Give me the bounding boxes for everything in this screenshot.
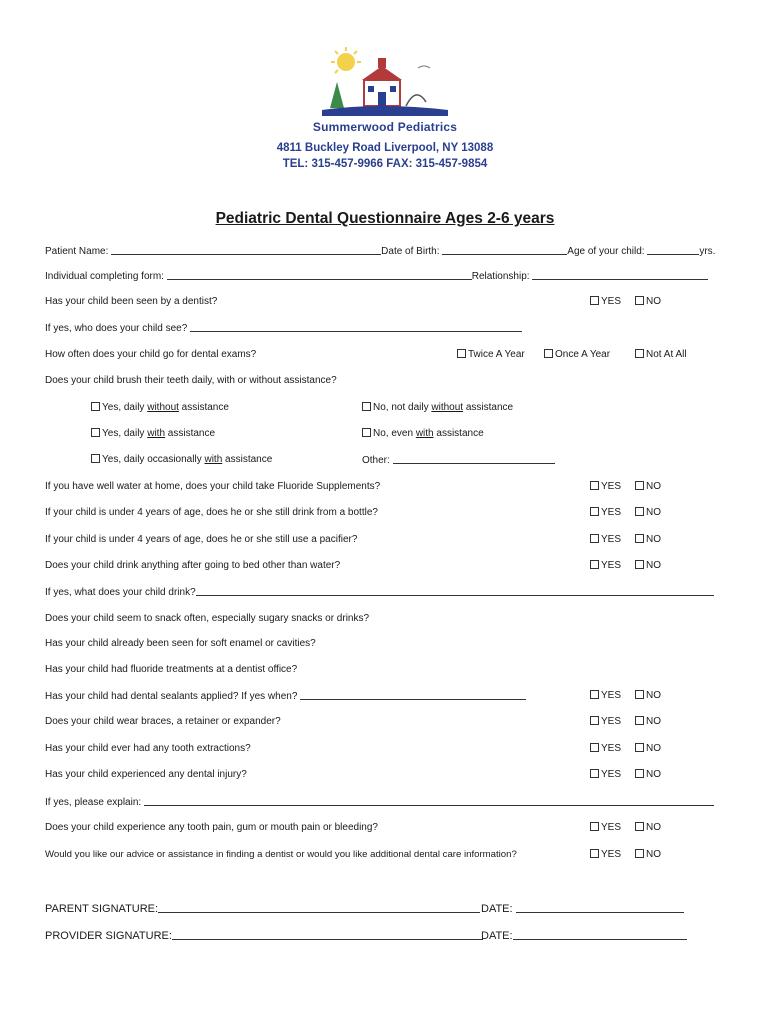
no-label: NO [646,690,661,701]
q3-other [362,454,555,466]
option-text: assistance [178,402,229,413]
q2-opt-twice[interactable] [457,349,525,360]
q14b-field[interactable] [144,796,714,806]
other-label: Other: [362,455,390,466]
checkbox-icon[interactable] [590,690,599,699]
practice-logo [270,46,500,176]
q2-opt-none[interactable] [635,349,687,360]
q5-no[interactable] [635,507,661,518]
yes-label: YES [601,690,622,701]
q1b-row [45,322,522,334]
q5-text: If your child is under 4 years of age, does he or she still drink from a bottle? [45,507,378,518]
q7b-row [45,586,714,598]
checkbox-icon[interactable] [635,716,644,725]
yes-label: YES [601,822,622,833]
no-label: NO [646,743,661,754]
checkbox-icon[interactable] [635,349,644,358]
q13-yes[interactable] [590,743,621,754]
provider-signature-field[interactable] [172,930,483,940]
q12-yes[interactable] [590,716,621,727]
yes-label: YES [601,743,622,754]
q15-yes[interactable] [590,822,621,833]
option-label: Not At All [646,349,687,360]
yes-label: YES [601,534,622,545]
checkbox-icon[interactable] [544,349,553,358]
checkbox-icon[interactable] [635,560,644,569]
q8-text: Does your child seem to snack often, especially sugary snacks or drinks? [45,613,370,624]
checkbox-icon[interactable] [590,822,599,831]
q15-no[interactable] [635,822,661,833]
option-emphasis: without [431,402,464,413]
q14-text: Has your child experienced any dental injury? [45,769,247,780]
age-label: Age of your child: [567,246,645,257]
q10-text: Has your child had fluoride treatments at a dentist office? [45,664,298,675]
provider-signature-row [45,930,483,942]
checkbox-icon[interactable] [91,428,100,437]
q6-text: If your child is under 4 years of age, does he or she still use a pacifier? [45,534,358,545]
q1-text: Has your child been seen by a dentist? [45,296,218,307]
checkbox-icon[interactable] [362,428,371,437]
parent-signature-row [45,903,480,915]
q16-no[interactable] [635,849,661,860]
q15-text: Does your child experience any tooth pain, gum or mouth pain or bleeding? [45,822,378,833]
practice-address: 4811 Buckley Road Liverpool, NY 13088 [276,142,494,154]
q7-yes[interactable] [590,560,621,571]
q1-no[interactable] [635,296,661,307]
checkbox-icon[interactable] [590,560,599,569]
q3-opt-d[interactable] [362,428,484,439]
checkbox-icon[interactable] [635,849,644,858]
q9-text: Has your child already been seen for soft enamel or cavities? [45,638,316,649]
q2-text: How often does your child go for dental exams? [45,349,257,360]
q1-yes[interactable] [590,296,621,307]
date-label: DATE: [481,930,513,942]
form-title: Pediatric Dental Questionnaire Ages 2-6 years [215,210,555,227]
individual-row [45,270,708,282]
option-label: Once A Year [555,349,611,360]
q14-no[interactable] [635,769,661,780]
no-label: NO [646,822,661,833]
q1b-field[interactable] [190,322,522,332]
checkbox-icon[interactable] [590,534,599,543]
option-text: No, even [373,428,416,439]
option-text: Yes, daily [102,428,148,439]
no-label: NO [646,481,661,492]
option-emphasis: without [147,402,179,413]
checkbox-icon[interactable] [590,481,599,490]
checkbox-icon[interactable] [635,769,644,778]
q3-opt-c[interactable] [91,428,215,439]
no-label: NO [646,716,661,727]
q16-text: Would you like our advice or assistance in finding a dentist or would you like additional dental care information? [45,849,517,860]
q11-field[interactable] [300,690,526,700]
parent-signature-field[interactable] [158,903,480,913]
provider-date-row [481,930,687,942]
q16-yes[interactable] [590,849,621,860]
q7-text: Does your child drink anything after going to bed other than water? [45,560,341,571]
practice-phone-fax: TEL: 315-457-9966 FAX: 315-457-9854 [282,158,488,170]
q3-opt-e[interactable] [91,454,272,465]
q6-yes[interactable] [590,534,621,545]
no-label: NO [646,507,661,518]
q3-text: Does your child brush their teeth daily, with or without assistance? [45,375,337,386]
checkbox-icon[interactable] [635,507,644,516]
q11-no[interactable] [635,690,661,701]
checkbox-icon[interactable] [590,849,599,858]
q4-no[interactable] [635,481,661,492]
yes-label: YES [601,560,622,571]
checkbox-icon[interactable] [91,402,100,411]
q7-no[interactable] [635,560,661,571]
relationship-label: Relationship: [471,271,530,282]
yes-label: YES [601,296,622,307]
q11-text: Has your child had dental sealants applied? If yes when? [45,691,298,702]
dob-label: Date of Birth: [381,246,440,257]
other-field[interactable] [393,454,555,464]
option-text: Yes, daily [102,402,148,413]
option-text: assistance [222,454,273,465]
schoolhouse-logo-icon [320,46,450,118]
parent-signature-label: PARENT SIGNATURE: [45,903,159,915]
checkbox-icon[interactable] [635,534,644,543]
individual-field[interactable] [167,270,472,280]
checkbox-icon[interactable] [590,507,599,516]
yes-label: YES [601,507,622,518]
q12-text: Does your child wear braces, a retainer or expander? [45,716,281,727]
q11-row [45,690,526,702]
no-label: NO [646,296,661,307]
checkbox-icon[interactable] [91,454,100,463]
dob-field[interactable] [442,245,567,255]
checkbox-icon[interactable] [635,743,644,752]
no-label: NO [646,769,661,780]
q2-opt-once[interactable] [544,349,610,360]
checkbox-icon[interactable] [635,822,644,831]
checkbox-icon[interactable] [590,716,599,725]
q5-yes[interactable] [590,507,621,518]
option-emphasis: with [204,454,223,465]
option-text: assistance [433,428,484,439]
q4-yes[interactable] [590,481,621,492]
checkbox-icon[interactable] [457,349,466,358]
option-text: Yes, daily occasionally [102,454,205,465]
option-text: assistance [463,402,514,413]
yes-label: YES [601,481,622,492]
checkbox-icon[interactable] [590,769,599,778]
checkbox-icon[interactable] [362,402,371,411]
q12-no[interactable] [635,716,661,727]
age-unit: yrs. [699,246,716,257]
no-label: NO [646,534,661,545]
patient-name-field[interactable] [111,245,381,255]
checkbox-icon[interactable] [635,481,644,490]
checkbox-icon[interactable] [590,743,599,752]
q14b-row [45,796,714,808]
yes-label: YES [601,769,622,780]
q4-text: If you have well water at home, does your child take Fluoride Supplements? [45,481,381,492]
age-field[interactable] [647,245,699,255]
q13-text: Has your child ever had any tooth extractions? [45,743,251,754]
provider-date-field[interactable] [513,930,687,940]
q13-no[interactable] [635,743,661,754]
q6-no[interactable] [635,534,661,545]
option-label: Twice A Year [468,349,525,360]
option-emphasis: with [147,428,166,439]
individual-label: Individual completing form: [45,271,164,282]
q7b-field[interactable] [196,586,714,596]
provider-signature-label: PROVIDER SIGNATURE: [45,930,172,942]
q3-opt-b[interactable] [362,402,513,413]
yes-label: YES [601,716,622,727]
option-text: assistance [165,428,216,439]
parent-date-row [481,903,684,915]
checkbox-icon[interactable] [635,296,644,305]
q7b-text: If yes, what does your child drink? [45,587,196,598]
no-label: NO [646,560,661,571]
checkbox-icon[interactable] [590,296,599,305]
relationship-field[interactable] [532,270,708,280]
practice-name: Summerwood Pediatrics [312,120,458,134]
no-label: NO [646,849,661,860]
patient-info-row [45,245,715,257]
date-label: DATE: [481,903,513,915]
q1b-text: If yes, who does your child see? [45,323,188,334]
q11-yes[interactable] [590,690,621,701]
q14-yes[interactable] [590,769,621,780]
checkbox-icon[interactable] [635,690,644,699]
parent-date-field[interactable] [516,903,684,913]
q3-opt-a[interactable] [91,402,229,413]
option-text: No, not daily [373,402,432,413]
yes-label: YES [601,849,622,860]
option-emphasis: with [415,428,434,439]
q14b-text: If yes, please explain: [45,797,142,808]
patient-name-label: Patient Name: [45,246,109,257]
